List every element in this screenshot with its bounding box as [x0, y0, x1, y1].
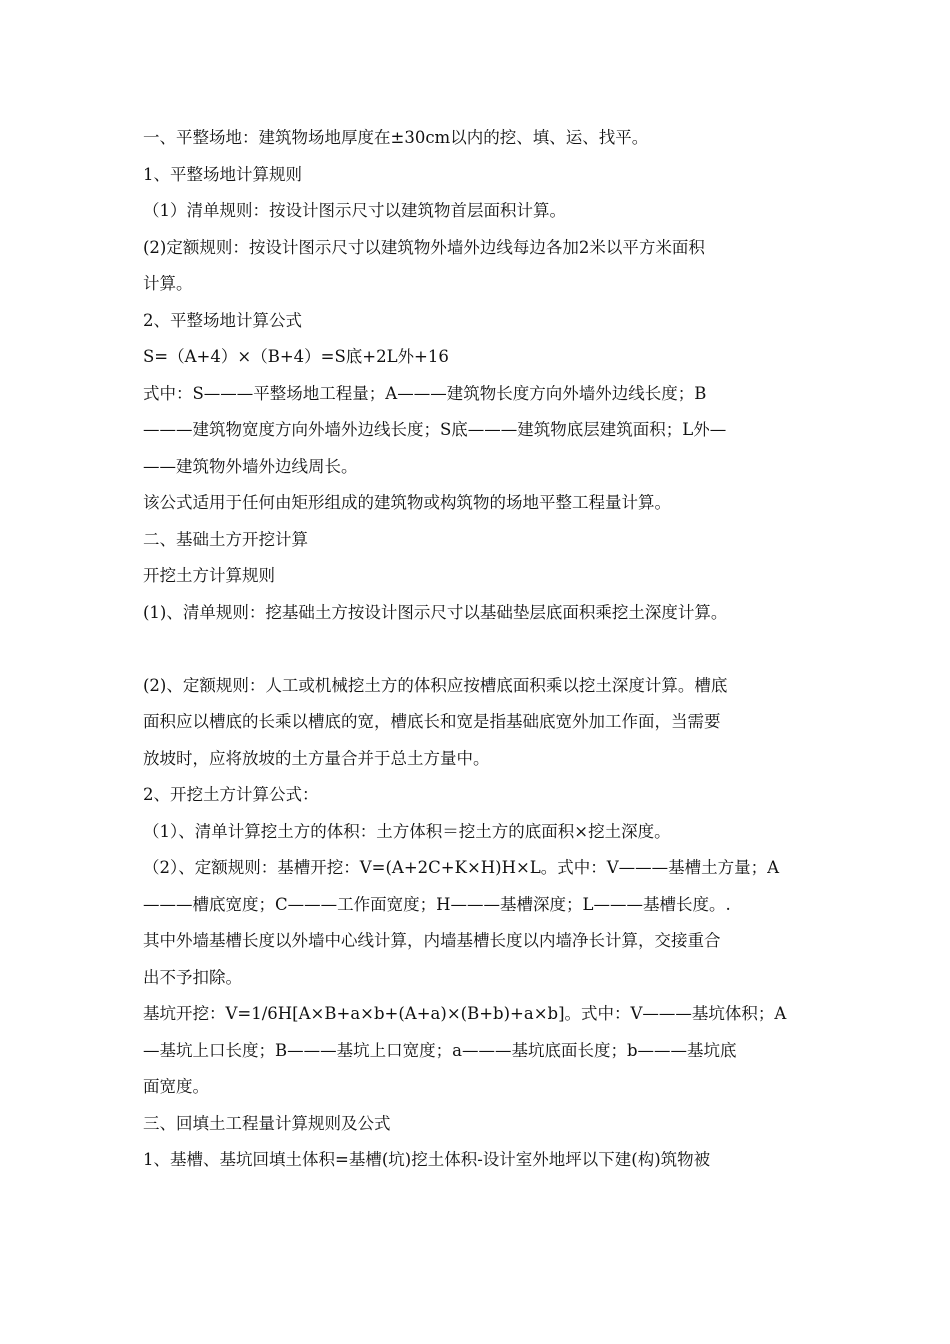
paragraph-line: 放坡时，应将放坡的土方量合并于总土方量中。 — [143, 748, 490, 768]
paragraph-line: (1)、清单规则：挖基础土方按设计图示尺寸以基础垫层底面积乘挖土深度计算。 — [143, 602, 728, 622]
paragraph-line: 面积应以槽底的长乘以槽底的宽，槽底长和宽是指基础底宽外加工作面，当需要 — [143, 712, 721, 731]
paragraph-line: 式中：S———平整场地工程量；A———建筑物长度方向外墙外边线长度；B — [143, 383, 707, 403]
heading-foundation-excavation: 二、基础土方开挖计算 — [143, 529, 308, 549]
paragraph-line: 其中外墙基槽长度以外墙中心线计算，内墙基槽长度以内墙净长计算，交接重合 — [143, 931, 721, 950]
subheading-leveling-rules: 1、平整场地计算规则 — [143, 164, 302, 184]
paragraph-line: 该公式适用于任何由矩形组成的建筑物或构筑物的场地平整工程量计算。 — [143, 493, 671, 512]
subheading-excavation-formula: 2、开挖土方计算公式： — [143, 785, 319, 804]
paragraph-line: 出不予扣除。 — [143, 967, 242, 987]
blank-line — [143, 631, 813, 668]
paragraph-line: 面宽度。 — [143, 1077, 209, 1096]
formula-line: S=（A+4）×（B+4）=S底+2L外+16 — [143, 347, 449, 366]
heading-backfill: 三、回填土工程量计算规则及公式 — [143, 1113, 391, 1133]
paragraph-line: —基坑上口长度；B———基坑上口宽度；a———基坑底面长度；b———基坑底 — [143, 1040, 737, 1060]
document-body — [143, 120, 813, 1179]
paragraph-line: 1、基槽、基坑回填土体积=基槽(坑)挖土体积-设计室外地坪以下建(构)筑物被 — [143, 1150, 711, 1169]
paragraph-line: （2）、定额规则：基槽开挖：V=(A+2C+K×H)H×L。式中：V———基槽土方量；A — [143, 858, 780, 877]
paragraph-line: （1）清单规则：按设计图示尺寸以建筑物首层面积计算。 — [143, 201, 566, 220]
paragraph-line: (2)定额规则：按设计图示尺寸以建筑物外墙外边线每边各加2米以平方米面积 — [143, 237, 705, 257]
subheading-excavation-rules: 开挖土方计算规则 — [143, 566, 275, 585]
paragraph-line: ———建筑物宽度方向外墙外边线长度；S底———建筑物底层建筑面积；L外— — [143, 420, 727, 439]
paragraph-line: ———槽底宽度；C———工作面宽度；H———基槽深度；L———基槽长度。. — [143, 894, 731, 914]
paragraph-line: (2)、定额规则：人工或机械挖土方的体积应按槽底面积乘以挖土深度计算。槽底 — [143, 675, 728, 695]
paragraph-line: ——建筑物外墙外边线周长。 — [143, 456, 358, 476]
heading-site-leveling: 一、平整场地：建筑物场地厚度在±30cm以内的挖、填、运、找平。 — [143, 128, 649, 147]
paragraph-line: 基坑开挖：V=1/6H[A×B+a×b+(A+a)×(B+b)+a×b]。式中：V———基坑体积；A — [143, 1004, 787, 1023]
paragraph-line: （1）、清单计算挖土方的体积：土方体积＝挖土方的底面积×挖土深度。 — [143, 821, 671, 841]
paragraph-line: 计算。 — [143, 274, 193, 293]
subheading-leveling-formula: 2、平整场地计算公式 — [143, 310, 302, 330]
